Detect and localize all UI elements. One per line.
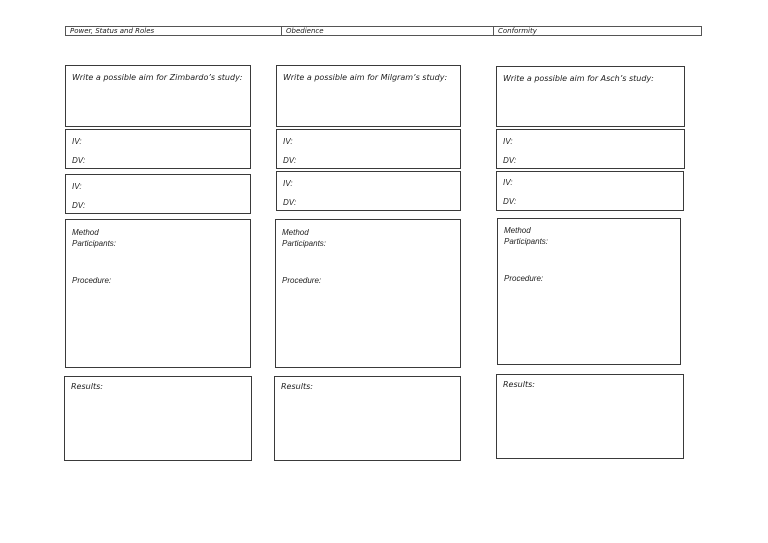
dv-label: DV: [503,197,517,206]
results-label: Results: [503,380,535,389]
milgram-aim-prompt: Write a possible aim for Milgram’s study: [283,73,448,82]
results-label: Results: [71,382,103,391]
procedure-label: Procedure: [72,276,112,285]
method-title: Method [504,226,531,235]
header-cell-power-status-roles: Power, Status and Roles [70,27,155,35]
participants-label: Participants: [72,239,117,248]
milgram-iv-dv-box-2[interactable] [276,171,461,211]
procedure-label: Procedure: [504,274,544,283]
asch-aim-prompt: Write a possible aim for Asch’s study: [503,74,654,83]
zimbardo-iv-dv-box-2[interactable] [65,174,251,214]
participants-label: Participants: [504,237,549,246]
method-title: Method [72,228,99,237]
asch-iv-dv-box-1[interactable] [496,129,685,169]
iv-label: IV: [283,179,293,188]
zimbardo-iv-dv-box-1[interactable] [65,129,251,169]
asch-iv-dv-box-2[interactable] [496,171,684,211]
milgram-aim-box[interactable] [276,65,461,127]
zimbardo-aim-box[interactable] [65,65,251,127]
iv-label: IV: [283,137,293,146]
dv-label: DV: [72,201,86,210]
method-title: Method [282,228,309,237]
topic-header-table [65,26,702,36]
dv-label: DV: [283,198,297,207]
milgram-results-box[interactable] [274,376,461,461]
dv-label: DV: [283,156,297,165]
iv-label: IV: [503,137,513,146]
milgram-iv-dv-box-1[interactable] [276,129,461,169]
dv-label: DV: [72,156,86,165]
header-cell-conformity: Conformity [493,27,701,35]
iv-label: IV: [72,137,82,146]
participants-label: Participants: [282,239,327,248]
dv-label: DV: [503,156,517,165]
asch-method-box[interactable] [497,218,681,365]
iv-label: IV: [72,182,82,191]
results-label: Results: [281,382,313,391]
zimbardo-method-box[interactable] [65,219,251,368]
asch-results-box[interactable] [496,374,684,459]
procedure-label: Procedure: [282,276,322,285]
header-cell-obedience: Obedience [281,27,493,35]
milgram-method-box[interactable] [275,219,461,368]
zimbardo-results-box[interactable] [64,376,252,461]
iv-label: IV: [503,178,513,187]
asch-aim-box[interactable] [496,66,685,127]
zimbardo-aim-prompt: Write a possible aim for Zimbardo’s study: [72,73,243,82]
